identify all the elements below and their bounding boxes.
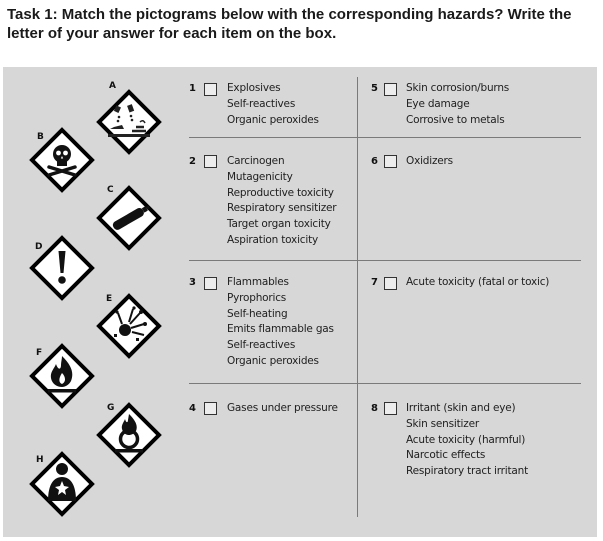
- hazard-list: [406, 275, 549, 291]
- hazard-text: Pyrophorics: [227, 291, 287, 304]
- hazard-text: Mutagenicity: [227, 170, 293, 183]
- hazard-list: [406, 81, 509, 128]
- hazard-text: Corrosive to metals: [406, 113, 505, 126]
- pictogram-label: G: [107, 403, 115, 413]
- hazard-text: Narcotic effects: [406, 449, 486, 462]
- hazard-text: Flammables: [227, 276, 289, 288]
- hazard-text: Skin sensitizer: [406, 417, 479, 430]
- hazard-text: Organic peroxides: [227, 113, 319, 126]
- hazard-text: Skin corrosion/burns: [406, 82, 510, 94]
- flame-over-circle-icon: [96, 402, 162, 468]
- item-number: 3: [189, 277, 196, 288]
- pictogram-label: H: [36, 455, 44, 465]
- hazard-text: Carcinogen: [227, 155, 285, 167]
- task-title: Task 1: Match the pictograms below with the corresponding hazards? Write the letter of your answer for each item on the box.: [7, 6, 572, 42]
- row-divider: [189, 260, 581, 261]
- flame-icon: [29, 343, 95, 409]
- answer-box-1[interactable]: [204, 83, 217, 96]
- answer-box-8[interactable]: [384, 402, 397, 415]
- hazard-text: Oxidizers: [406, 155, 453, 167]
- hazard-text: Respiratory tract irritant: [406, 465, 528, 478]
- hazard-list: [227, 401, 338, 417]
- hazard-text: Aspiration toxicity: [227, 233, 319, 246]
- gas-cylinder-icon: [96, 185, 162, 251]
- hazard-text: Organic peroxides: [227, 354, 319, 367]
- item-number: 5: [371, 83, 378, 94]
- answer-box-5[interactable]: [384, 83, 397, 96]
- pictogram-label: D: [35, 242, 43, 252]
- pictogram-label: C: [107, 185, 114, 195]
- hazard-text: Irritant (skin and eye): [406, 402, 516, 414]
- hazard-text: Reproductive toxicity: [227, 186, 334, 199]
- pictogram-label: F: [36, 348, 43, 358]
- hazard-text: Acute toxicity (harmful): [406, 433, 526, 446]
- item-number: 6: [371, 156, 378, 167]
- answer-box-7[interactable]: [384, 277, 397, 290]
- hazard-text: Self-reactives: [227, 97, 296, 110]
- item-number: 4: [189, 403, 196, 414]
- hazard-text: Explosives: [227, 82, 281, 94]
- health-hazard-icon: [29, 451, 95, 517]
- hazard-text: Respiratory sensitizer: [227, 202, 337, 215]
- pictogram-label: A: [109, 81, 116, 91]
- answer-box-4[interactable]: [204, 402, 217, 415]
- item-number: 2: [189, 156, 196, 167]
- hazard-list: [406, 154, 453, 170]
- exploding-bomb-icon: [96, 293, 162, 359]
- row-divider: [189, 137, 581, 138]
- hazard-text: Gases under pressure: [227, 402, 338, 414]
- hazard-text: Acute toxicity (fatal or toxic): [406, 276, 550, 288]
- corrosion-icon: [96, 89, 162, 155]
- hazard-text: Eye damage: [406, 97, 470, 110]
- hazard-text: Self-heating: [227, 307, 288, 320]
- column-divider: [357, 77, 358, 517]
- hazard-list: [227, 275, 334, 370]
- answer-box-3[interactable]: [204, 277, 217, 290]
- hazard-list: [406, 401, 528, 480]
- item-number: 7: [371, 277, 378, 288]
- hazard-text: Emits flammable gas: [227, 323, 334, 336]
- hazard-text: Target organ toxicity: [227, 218, 331, 231]
- hazard-text: Self-reactives: [227, 339, 296, 352]
- item-number: 1: [189, 83, 196, 94]
- matching-panel: [3, 67, 597, 537]
- exclamation-mark-icon: [29, 235, 95, 301]
- hazard-list: [227, 81, 319, 128]
- pictogram-label: B: [37, 132, 44, 142]
- row-divider: [189, 383, 581, 384]
- hazard-list: [227, 154, 336, 249]
- answer-box-2[interactable]: [204, 155, 217, 168]
- answer-box-6[interactable]: [384, 155, 397, 168]
- skull-crossbones-icon: [29, 127, 95, 193]
- item-number: 8: [371, 403, 378, 414]
- pictogram-label: E: [106, 294, 113, 304]
